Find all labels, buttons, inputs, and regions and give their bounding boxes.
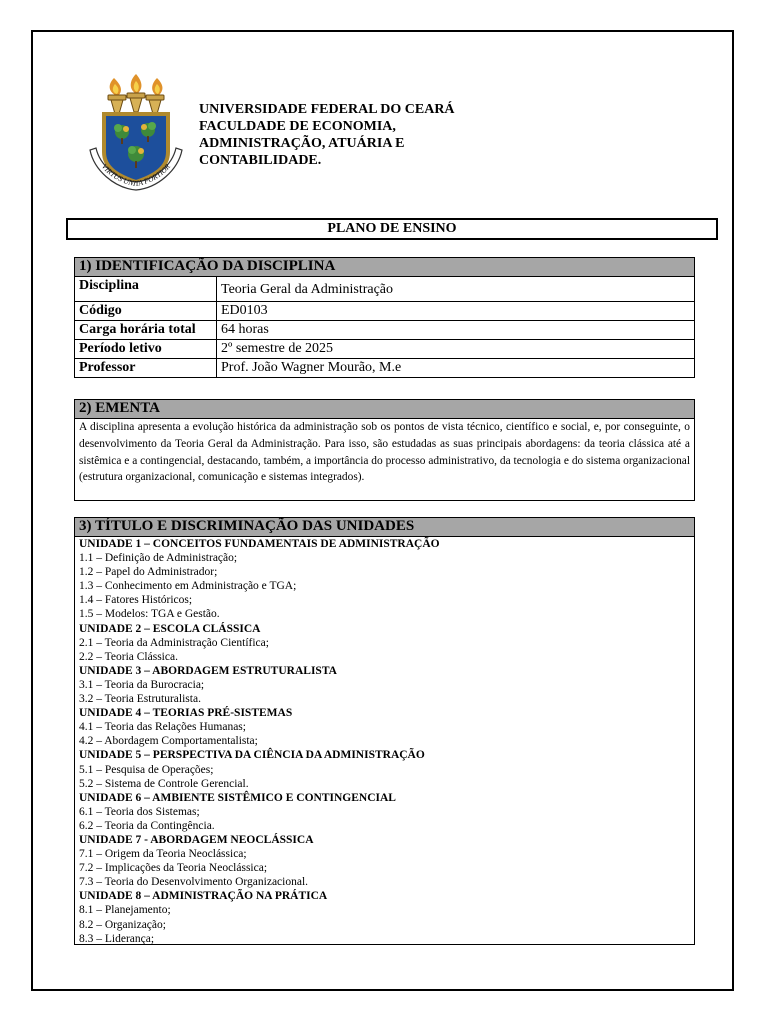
- row-label: Disciplina: [75, 277, 217, 302]
- list-item: 8.3 – Liderança;: [79, 932, 155, 945]
- list-item: 1.5 – Modelos: TGA e Gestão.: [79, 608, 220, 621]
- list-item: 3.1 – Teoria da Burocracia;: [79, 678, 205, 691]
- list-item: 2.2 – Teoria Clássica.: [79, 650, 178, 663]
- logo-motto: VIRTUS UNITA FORTIOR: [99, 162, 173, 189]
- table-row: [75, 321, 695, 340]
- row-value: ED0103: [217, 302, 695, 321]
- university-header: [199, 101, 529, 169]
- identification-heading: 1) IDENTIFICAÇÃO DA DISCIPLINA: [75, 258, 695, 277]
- table-row: [75, 359, 695, 378]
- row-value: Teoria Geral da Administração: [217, 277, 695, 302]
- row-label: Período letivo: [75, 340, 217, 359]
- list-item: 4.1 – Teoria das Relações Humanas;: [79, 721, 246, 734]
- list-item: 5.2 – Sistema de Controle Gerencial.: [79, 777, 249, 790]
- row-label: Código: [75, 302, 217, 321]
- torch-left: [108, 78, 126, 114]
- list-item: 4.2 – Abordagem Comportamentalista;: [79, 735, 258, 748]
- list-item: 7.3 – Teoria do Desenvolvimento Organizacional.: [79, 876, 309, 889]
- ementa-section: [74, 399, 695, 501]
- ementa-heading: 2) EMENTA: [75, 400, 694, 419]
- unit-heading: UNIDADE 2 – ESCOLA CLÁSSICA: [79, 622, 261, 635]
- list-item: 7.2 – Implicações da Teoria Neoclássica;: [79, 862, 268, 875]
- list-item: 8.2 – Organização;: [79, 918, 166, 931]
- list-item: 7.1 – Origem da Teoria Neoclássica;: [79, 848, 247, 861]
- list-item: 3.2 – Teoria Estruturalista.: [79, 693, 201, 706]
- units-list: [75, 537, 694, 946]
- list-item: 6.1 – Teoria dos Sistemas;: [79, 805, 200, 818]
- table-row: [75, 277, 695, 302]
- ementa-text: A disciplina apresenta a evolução histórica da administração sob os pontos de vista técnico, científico e social, e, por conseguinte, o desenvolvimento da Teoria Geral da Administração. Para isso, são estudadas as suas principais abordagens: da teoria clássica até a sistêmica e a contingencial, destacando, também, a importância do processo administrativo, da tecnologia e do sistema organizacional (estrutura organizacional, comunicação e sistemas integrados).: [79, 421, 690, 484]
- list-item: 1.3 – Conhecimento em Administração e TGA;: [79, 580, 297, 593]
- header-line: FACULDADE DE ECONOMIA,: [199, 119, 396, 134]
- row-label: Professor: [75, 359, 217, 378]
- list-item: 1.2 – Papel do Administrador;: [79, 566, 218, 579]
- units-heading: 3) TÍTULO E DISCRIMINAÇÃO DAS UNIDADES: [75, 518, 694, 537]
- list-item: 1.4 – Fatores Históricos;: [79, 594, 193, 607]
- unit-heading: UNIDADE 4 – TEORIAS PRÉ-SISTEMAS: [79, 707, 293, 720]
- header-line: UNIVERSIDADE FEDERAL DO CEARÁ: [199, 102, 455, 117]
- header-line: ADMINISTRAÇÃO, ATUÁRIA E: [199, 136, 405, 151]
- unit-heading: UNIDADE 1 – CONCEITOS FUNDAMENTAIS DE ADMINISTRAÇÃO: [79, 538, 440, 550]
- units-section: [74, 517, 695, 945]
- row-label: Carga horária total: [75, 321, 217, 340]
- unit-heading: UNIDADE 6 – AMBIENTE SISTÊMICO E CONTINGENCIAL: [79, 791, 396, 804]
- unit-heading: UNIDADE 3 – ABORDAGEM ESTRUTURALISTA: [79, 664, 337, 677]
- list-item: 6.2 – Teoria da Contingência.: [79, 819, 215, 832]
- row-value: 2º semestre de 2025: [217, 340, 695, 359]
- table-row: [75, 302, 695, 321]
- identification-table: [74, 257, 695, 378]
- unit-heading: UNIDADE 8 – ADMINISTRAÇÃO NA PRÁTICA: [79, 890, 328, 903]
- torch-center: [127, 74, 145, 112]
- list-item: 8.1 – Planejamento;: [79, 904, 171, 917]
- list-item: 2.1 – Teoria da Administração Científica;: [79, 636, 269, 649]
- row-value: 64 horas: [217, 321, 695, 340]
- list-item: 1.1 – Definição de Administração;: [79, 552, 238, 565]
- header-line: CONTABILIDADE.: [199, 153, 322, 168]
- list-item: 5.1 – Pesquisa de Operações;: [79, 763, 214, 776]
- unit-heading: UNIDADE 7 - ABORDAGEM NEOCLÁSSICA: [79, 833, 314, 846]
- unit-heading: UNIDADE 5 – PERSPECTIVA DA CIÊNCIA DA ADMINISTRAÇÃO: [79, 749, 425, 762]
- torch-right: [146, 78, 164, 114]
- plan-title: PLANO DE ENSINO: [66, 218, 718, 240]
- table-row: [75, 340, 695, 359]
- row-value: Prof. João Wagner Mourão, M.e: [217, 359, 695, 378]
- university-crest-logo: [84, 74, 188, 196]
